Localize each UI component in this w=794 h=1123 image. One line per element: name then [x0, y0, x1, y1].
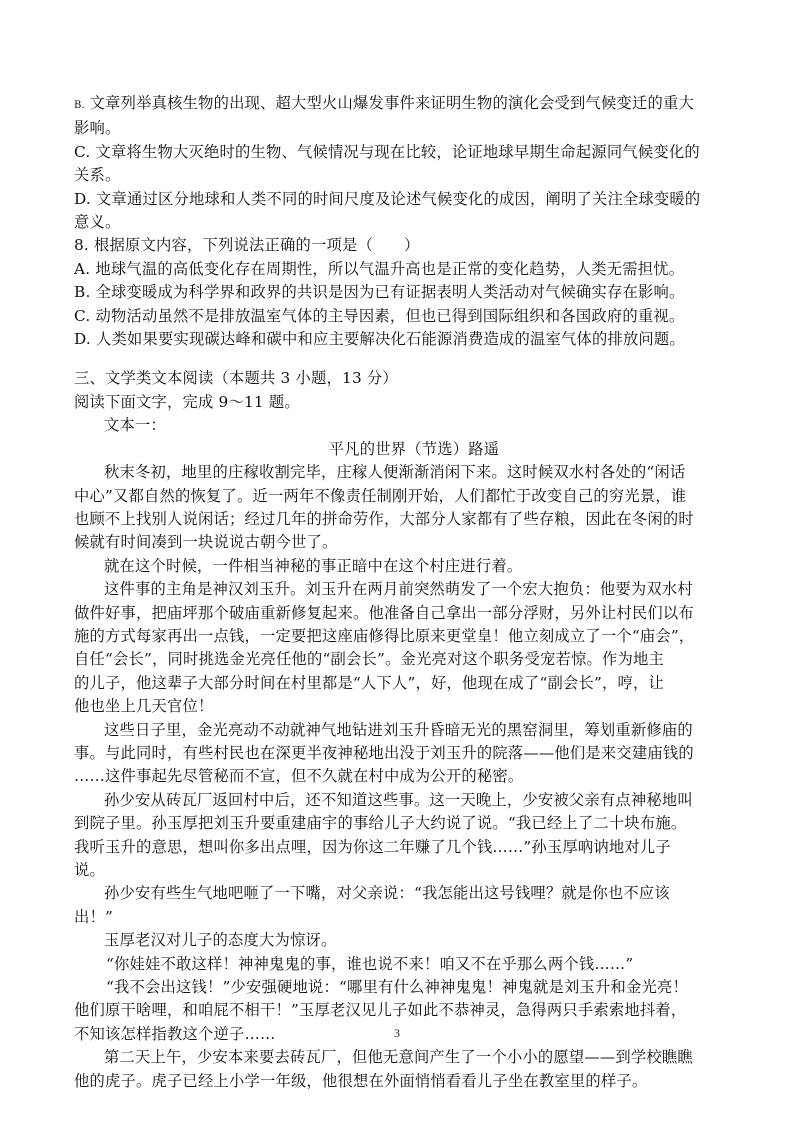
passage-line: “我不会出这钱！”少安强硬地说：“哪里有什么神神鬼鬼！神鬼就是刘玉升和金光亮！ [106, 978, 688, 997]
passage-line: 中心”又都自然的恢复了。近一两年不像责任制刚开始，人们都忙于改变自己的穷光景，谁 [74, 486, 687, 505]
passage-line: 玉厚老汉对儿子的态度大为惊讶。 [104, 931, 337, 950]
passage-line: 他也坐上几天官位！ [74, 697, 214, 716]
passage-line: 秋末冬初，地里的庄稼收割完毕，庄稼人便渐渐消闲下来。这时候双水村各处的“闲话 [104, 463, 686, 482]
passage-line: 就在这个时候，一件相当神秘的事正暗中在这个村庄进行着。 [104, 556, 523, 575]
passage-line: 孙少安有些生气地吧咂了一下嘴，对父亲说：“我怎能出这号钱哩？就是你也不应该 [104, 884, 670, 903]
passage-line: 的儿子，他这辈子大部分时间在村里都是“人下人”，好，他现在成了“副会长”，哼，让 [74, 673, 664, 692]
passage-line: 自任“会长”，同时挑选金光亮任他的“副会长”。金光亮对这个职务受宠若惊。作为地主 [74, 650, 664, 669]
section-gap [74, 351, 724, 367]
passage-line: 不知该怎样指教这个逆子…… [74, 1024, 276, 1043]
question-8-option-b: B. 全球变暖成为科学界和政界的共识是因为已有证据表明人类活动对气候确实存在影响。 [74, 283, 685, 302]
choice-7c-line2: 关系。 [74, 166, 121, 185]
passage-line: 也顾不上找别人说闲话；经过几年的拼命劳作，大部分人家都有了些存粮，因此在冬闲的时 [74, 509, 694, 528]
passage-line: 第二天上午，少安本来要去砖瓦厂，但他无意间产生了一个小小的愿望——到学校瞧瞧 [104, 1048, 693, 1067]
choice-7b-line2: 影响。 [74, 119, 121, 138]
question-8-option-d: D. 人类如果要实现碳达峰和碳中和应主要解决化石能源消费造成的温室气体的排放问题。 [74, 330, 685, 349]
section-3-instruction: 阅读下面文字，完成 9～11 题。 [74, 392, 300, 411]
choice-7b-text: 文章列举真核生物的出现、超大型火山爆发事件来证明生物的演化会受到气候变迁的重大 [89, 94, 694, 112]
choice-7d-line2: 意义。 [74, 213, 121, 232]
exam-page [74, 92, 724, 1093]
passage-line: 候就有时间凑到一块说说古朝今世了。 [74, 533, 338, 552]
question-8-stem: 8. 根据原文内容，下列说法正确的一项是（ ） [74, 236, 420, 255]
passage-line: 事。与此同时，有些村民也在深更半夜神秘地出没于刘玉升的院落——他们是来交建庙钱的 [74, 743, 694, 762]
passage-line: 到院子里。孙玉厚把刘玉升要重建庙宇的事给儿子大约说了说。“我已经上了二十块布施。 [74, 814, 687, 833]
passage-line: 出！” [74, 907, 114, 926]
choice-7b-letter: B. [74, 100, 85, 111]
question-8-option-c: C. 动物活动虽然不是排放温室气体的主导因素，但也已得到国际组织和各国政府的重视。 [74, 306, 685, 325]
passage-line: 他的虎子。虎子已经上小学一年级，他很想在外面悄悄看看儿子坐在教室里的样子。 [74, 1071, 648, 1090]
page-number: 3 [394, 1026, 400, 1040]
passage-line: 我听玉升的意思，想叫你多出点哩，因为你这二年赚了几个钱……”孙玉厚吶讷地对儿子 [74, 837, 671, 856]
passage-line: 说。 [74, 861, 105, 879]
passage-title: 平凡的世界（节选）路遥 [328, 439, 500, 458]
passage-line: 这些日子里，金光亮动不动就神气地钻进刘玉升昏暗无光的黑窑洞里，筹划重新修庙的 [104, 720, 693, 739]
passage-line: 他们原干啥哩，和咱屁不相干！”玉厚老汉见儿子如此不恭神灵，急得两只手索索地抖着， [74, 1001, 687, 1020]
choice-7b-line1 [74, 92, 724, 117]
passage-line: 施的方式每家再出一点钱，一定要把这座庙修得比原来更堂皇！他立刻成立了一个“庙会”， [74, 626, 695, 645]
choice-7c-line1: C. 文章将生物大灭绝时的生物、气候情况与现在比较，论证地球早期生命起源同气候变化的 [74, 142, 700, 161]
passage-line: 这件事的主角是神汉刘玉升。刘玉升在两月前突然萌发了一个宏大抱负：他要为双水村 [104, 580, 693, 599]
text-one-label: 文本一： [104, 416, 166, 435]
passage-line: 做件好事，把庙坪那个破庙重新修复起来。他准备自己拿出一部分浮财，另外让村民们以布 [74, 603, 694, 622]
passage-line: ……这件事起先尽管秘而不宣，但不久就在村中成为公开的秘密。 [74, 767, 524, 786]
section-3-heading: 三、文学类文本阅读（本题共 3 小题，13 分） [74, 369, 398, 388]
question-8-option-a: A. 地球气温的高低变化存在周期性，所以气温升高也是正常的变化趋势，人类无需担忧。 [74, 259, 685, 278]
passage-line: “你娃娃不敢这样！神神鬼鬼的事，谁也说不来！咱又不在乎那么两个钱……” [106, 954, 634, 973]
choice-7d-line1: D. 文章通过区分地球和人类不同的时间尺度及论述气候变化的成因，阐明了关注全球变暖的 [74, 189, 701, 208]
passage-line: 孙少安从砖瓦厂返回村中后，还不知道这些事。这一天晚上，少安被父亲有点神秘地叫 [104, 790, 693, 809]
